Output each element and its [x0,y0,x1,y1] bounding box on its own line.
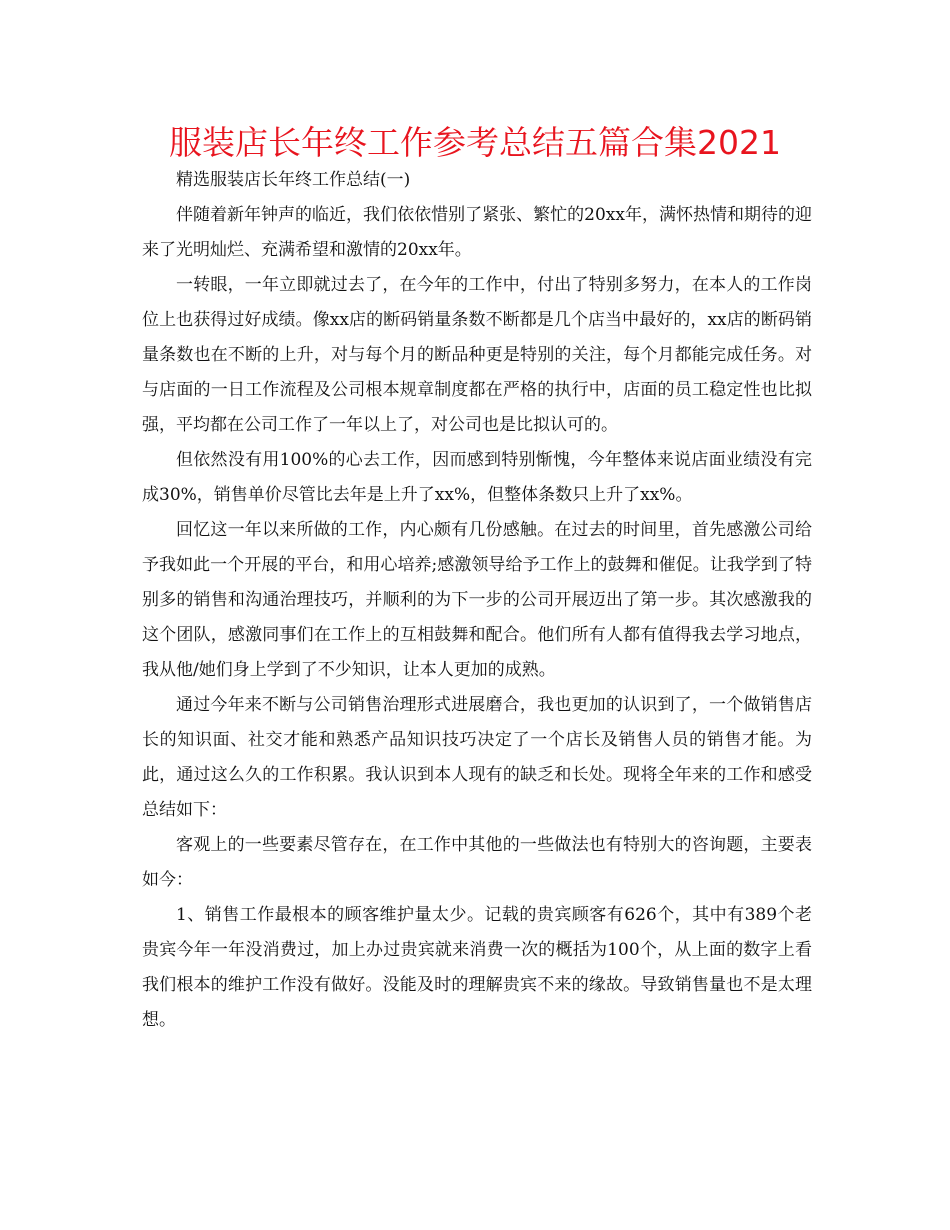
paragraph: 回忆这一年以来所做的工作，内心颇有几份感触。在过去的时间里，首先感激公司给予我如此一个开展的平台，和用心培养;感激领导给予工作上的鼓舞和催促。让我学到了特别多的销售和沟通治理技巧，并顺利的为下一步的公司开展迈出了第一步。其次感激我的这个团队，感激同事们在工作上的互相鼓舞和配合。他们所有人都有值得我去学习地点，我从他/她们身上学到了不少知识，让本人更加的成熟。 [142,520,812,680]
paragraph: 但依然没有用100%的心去工作，因而感到特别惭愧，今年整体来说店面业绩没有完成30%，销售单价尽管比去年是上升了xx%，但整体条数只上升了xx%。 [142,450,812,505]
section-heading: 精选服装店长年终工作总结(一) [176,170,411,190]
document-body [142,163,812,1038]
paragraph: 一转眼，一年立即就过去了，在今年的工作中，付出了特别多努力，在本人的工作岗位上也获得过好成绩。像xx店的断码销量条数不断都是几个店当中最好的，xx店的断码销量条数也在不断的上升，对与每个月的断品种更是特别的关注，每个月都能完成任务。对与店面的一日工作流程及公司根本规章制度都在严格的执行中，店面的员工稳定性也比拟强，平均都在公司工作了一年以上了，对公司也是比拟认可的。 [142,275,812,435]
document-title: 服装店长年终工作参考总结五篇合集2021 [169,123,781,162]
paragraph: 通过今年来不断与公司销售治理形式进展磨合，我也更加的认识到了，一个做销售店长的知识面、社交才能和熟悉产品知识技巧决定了一个店长及销售人员的销售才能。为此，通过这么久的工作积累。我认识到本人现有的缺乏和长处。现将全年来的工作和感受总结如下： [142,695,812,820]
paragraph: 伴随着新年钟声的临近，我们依依惜别了紧张、繁忙的20xx年，满怀热情和期待的迎来了光明灿烂、充满希望和激情的20xx年。 [142,205,812,260]
list-item: 1、销售工作最根本的顾客维护量太少。记载的贵宾顾客有626个，其中有389个老贵宾今年一年没消费过，加上办过贵宾就来消费一次的概括为100个，从上面的数字上看我们根本的维护工作没有做好。没能及时的理解贵宾不来的缘故。导致销售量也不是太理想。 [142,905,812,1030]
paragraph: 客观上的一些要素尽管存在，在工作中其他的一些做法也有特别大的咨询题，主要表如今： [142,835,812,890]
